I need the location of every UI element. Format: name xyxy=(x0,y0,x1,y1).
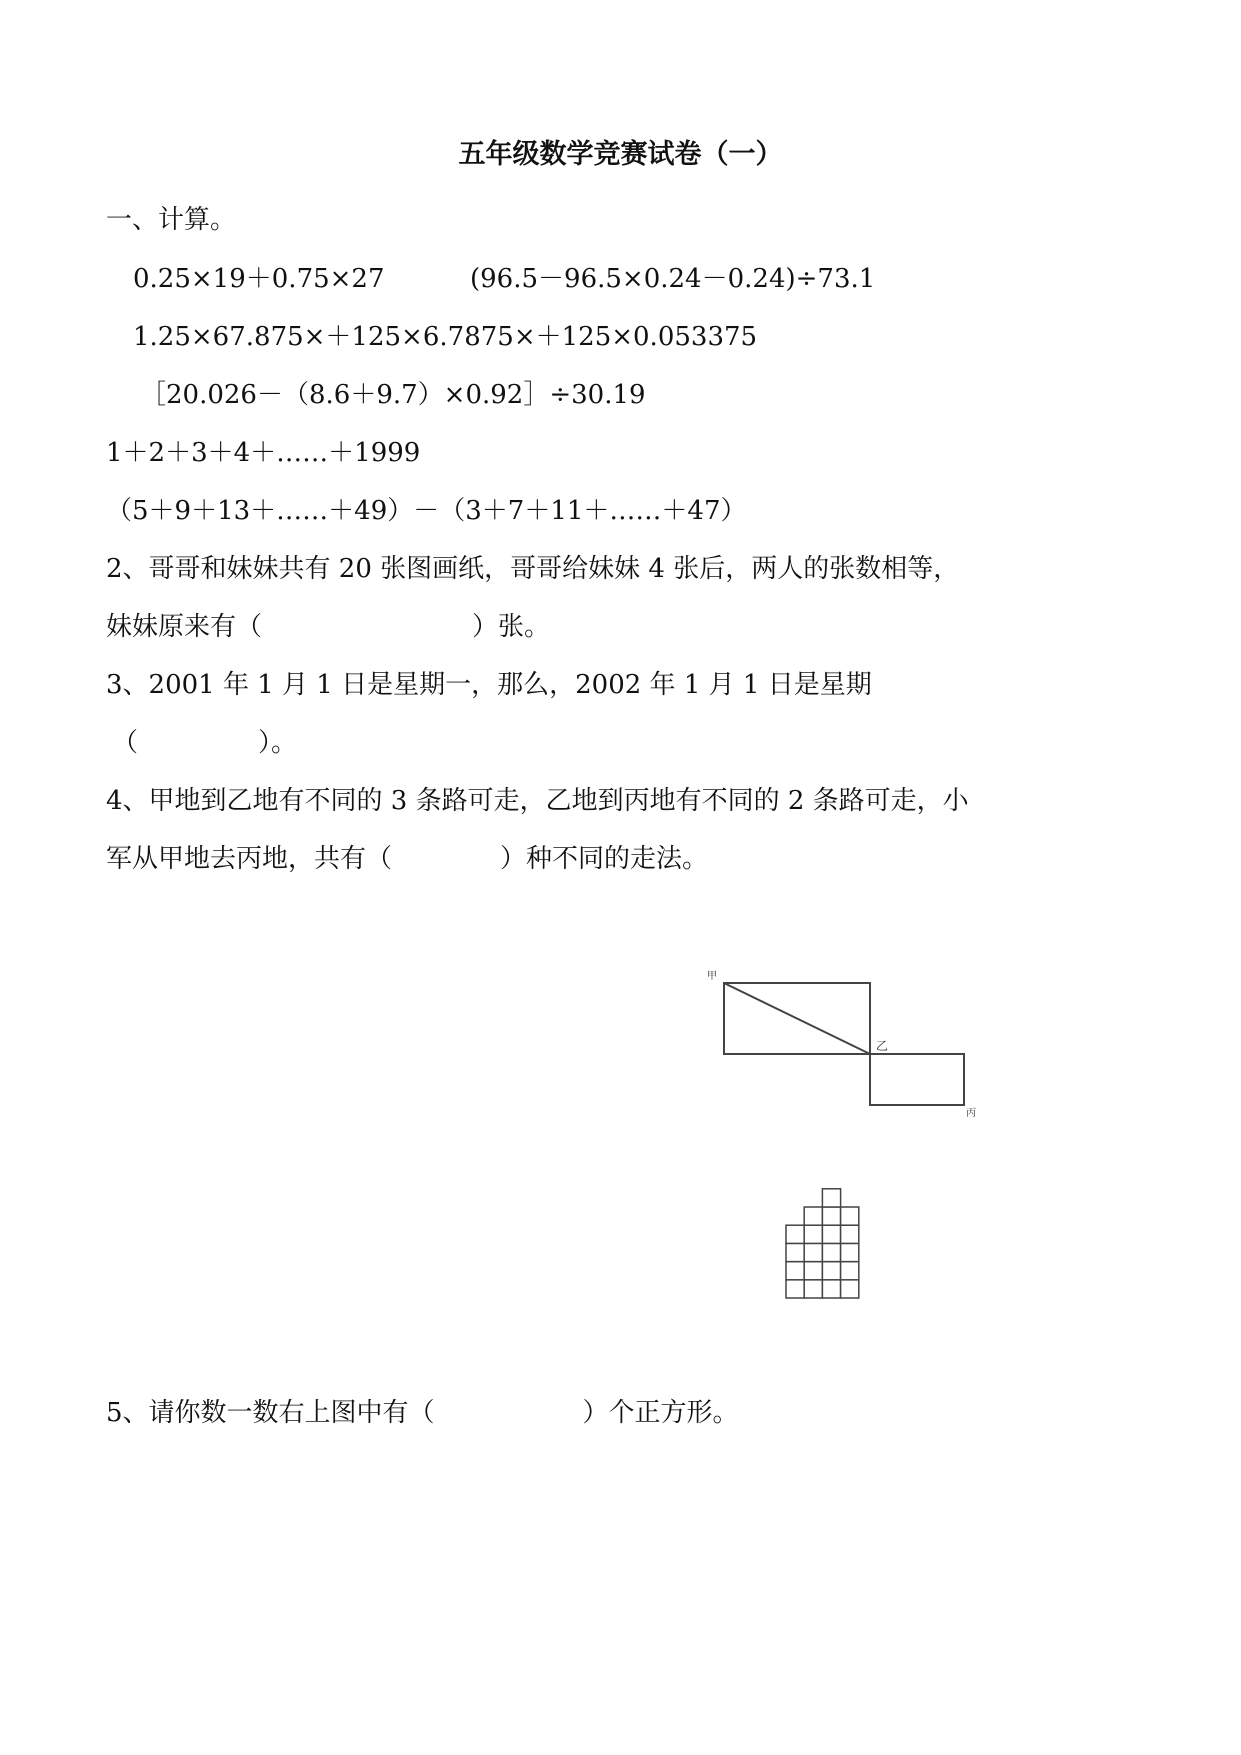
calc-expression-4: ［20.026－（8.6＋9.7）×0.92］÷30.19 xyxy=(140,380,646,410)
question-2-line-1: 2、哥哥和妹妹共有 20 张图画纸，哥哥给妹妹 4 张后，两人的张数相等， xyxy=(106,554,960,584)
calc-expression-2: (96.5－96.5×0.24－0.24)÷73.1 xyxy=(470,264,876,294)
question-2-suffix: ）张。 xyxy=(472,612,551,642)
calc-expression-6: （5＋9＋13＋……＋49）－（3＋7＋11＋……＋47） xyxy=(106,496,747,526)
grid-cell xyxy=(841,1262,859,1280)
question-4-prefix: 军从甲地去丙地，共有（ xyxy=(106,844,393,874)
question-3-suffix: ）。 xyxy=(258,728,298,758)
label-yi: 乙 xyxy=(876,1039,889,1053)
calc-expression-5: 1＋2＋3＋4＋……＋1999 xyxy=(106,438,421,468)
question-3-prefix: （ xyxy=(112,728,139,758)
route-figure xyxy=(707,970,976,1119)
route-rect-lower xyxy=(870,1054,964,1105)
label-bing: 丙 xyxy=(966,1108,976,1119)
grid-cell xyxy=(804,1243,822,1261)
grid-cell xyxy=(804,1262,822,1280)
grid-cell xyxy=(841,1280,859,1298)
section-heading: 一、计算。 xyxy=(106,205,237,235)
grid-cell xyxy=(841,1207,859,1225)
grid-cell xyxy=(822,1225,840,1243)
question-4-suffix: ）种不同的走法。 xyxy=(500,844,709,874)
question-4-line-1: 4、甲地到乙地有不同的 3 条路可走，乙地到丙地有不同的 2 条路可走，小 xyxy=(106,786,969,816)
grid-cell xyxy=(841,1243,859,1261)
route-diagonal xyxy=(724,983,870,1054)
grid-cell xyxy=(841,1225,859,1243)
grid-cell xyxy=(804,1280,822,1298)
grid-cell xyxy=(822,1262,840,1280)
grid-cell xyxy=(786,1280,804,1298)
page-title: 五年级数学竞赛试卷（一） xyxy=(458,139,783,170)
grid-cell xyxy=(804,1225,822,1243)
grid-cell xyxy=(822,1280,840,1298)
question-3-line-1: 3、2001 年 1 月 1 日是星期一，那么，2002 年 1 月 1 日是星期 xyxy=(106,670,872,700)
question-2-prefix: 妹妹原来有（ xyxy=(106,612,263,642)
calc-expression-1: 0.25×19＋0.75×27 xyxy=(133,264,385,294)
grid-cell xyxy=(822,1243,840,1261)
calc-expression-3: 1.25×67.875×＋125×6.7875×＋125×0.053375 xyxy=(133,322,758,352)
grid-cell xyxy=(786,1262,804,1280)
grid-cell xyxy=(786,1243,804,1261)
label-jia: 甲 xyxy=(707,971,717,982)
grid-cell xyxy=(822,1207,840,1225)
grid-cell xyxy=(822,1189,840,1207)
grid-cell xyxy=(804,1207,822,1225)
question-5-suffix: ）个正方形。 xyxy=(582,1398,739,1428)
square-grid-figure xyxy=(786,1189,859,1298)
grid-cell xyxy=(786,1225,804,1243)
question-5-prefix: 5、请你数一数右上图中有（ xyxy=(106,1398,435,1428)
